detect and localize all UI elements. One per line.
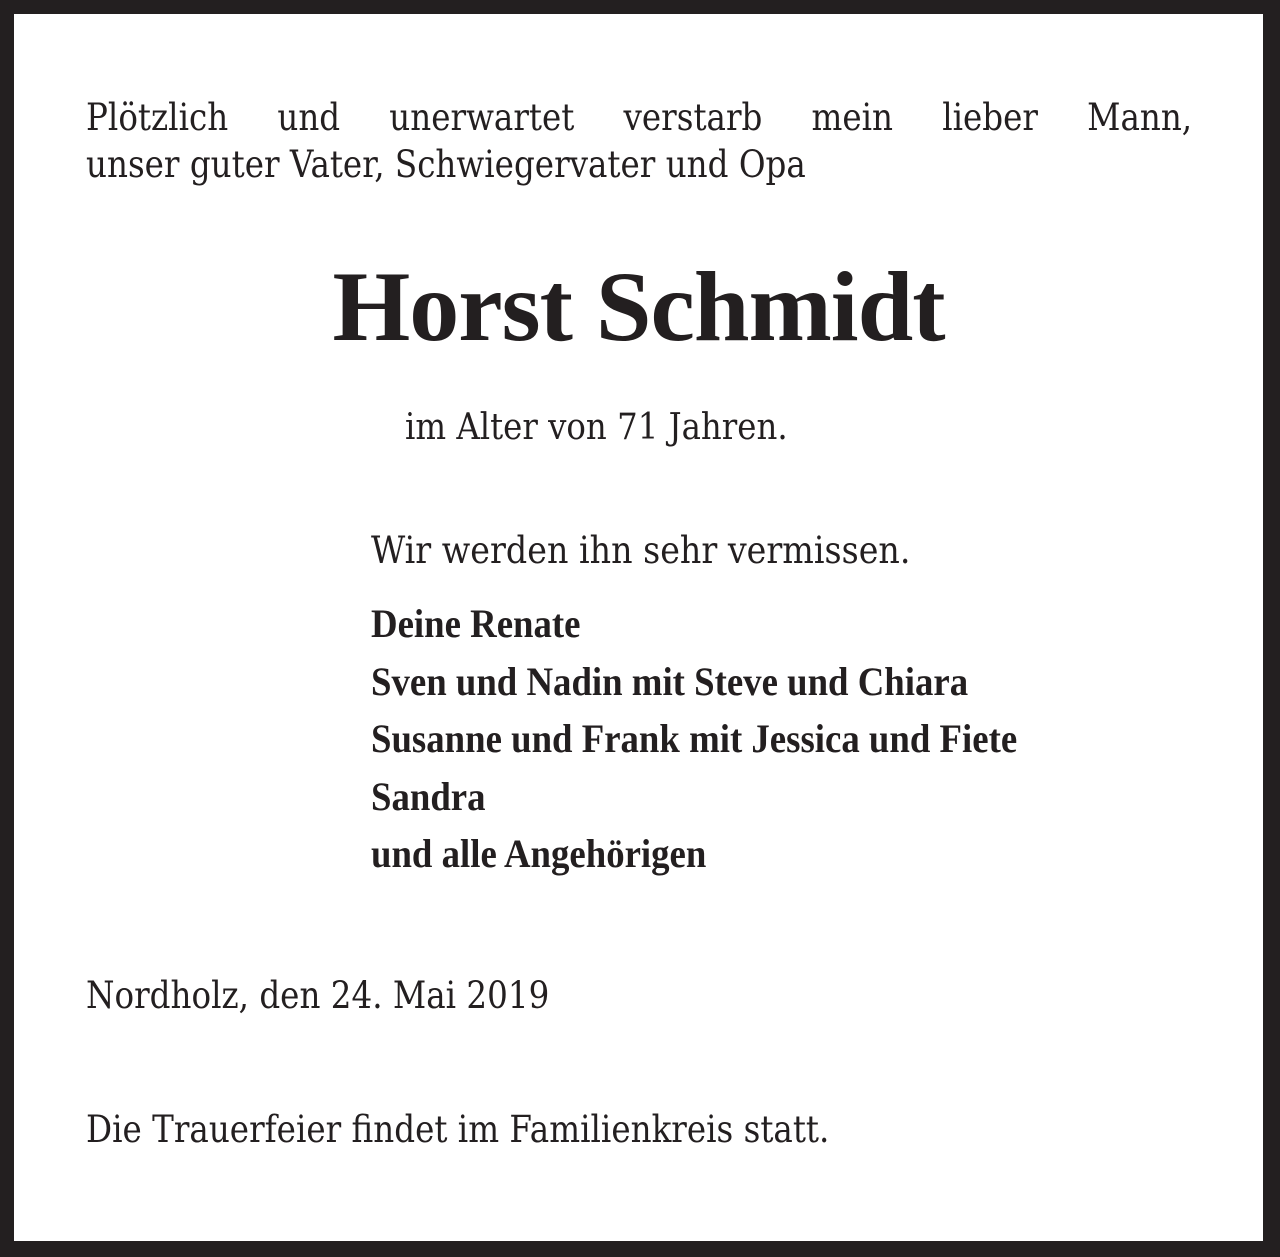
obituary-notice bbox=[14, 14, 1263, 1241]
signers-list bbox=[371, 595, 1017, 883]
signer: Susanne und Frank mit Jessica und Fiete bbox=[371, 716, 1018, 761]
intro-text bbox=[86, 94, 1192, 188]
intro-line-1: Plötzlich und unerwartet verstarb mein lieber Mann, bbox=[86, 96, 1193, 139]
signer: Sandra bbox=[371, 773, 486, 819]
intro-line-2: unser guter Vater, Schwiegervater und Opa bbox=[86, 143, 806, 186]
place-date: Nordholz, den 24. Mai 2019 bbox=[86, 974, 550, 1017]
signer: Sven und Nadin mit Steve und Chiara bbox=[371, 658, 969, 704]
signer: und alle Angehörigen bbox=[371, 831, 707, 876]
ceremony-note: Die Trauerfeier findet im Familienkreis statt. bbox=[86, 1108, 830, 1151]
deceased-name: Horst Schmidt bbox=[332, 251, 945, 362]
age-line: im Alter von 71 Jahren. bbox=[405, 407, 788, 448]
farewell-line: Wir werden ihn sehr vermissen. bbox=[371, 529, 911, 572]
signer: Deine Renate bbox=[371, 601, 581, 646]
